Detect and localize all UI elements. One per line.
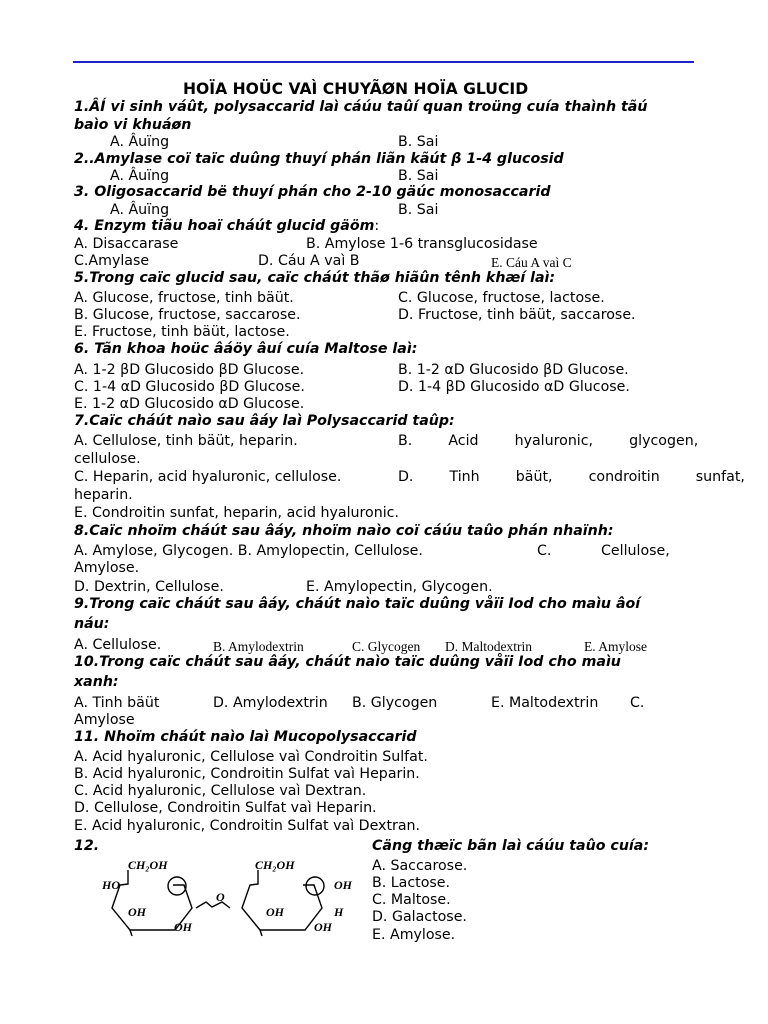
q11-option-a: A. Acid hyaluronic, Cellulose vaì Condroitin Sulfat. [74, 749, 428, 765]
disaccharide-structure [100, 858, 365, 940]
q4-option-c: C.Amylase [74, 253, 150, 269]
q7-option-b-line-1: B. Acid hyaluronic, glycogen, [398, 433, 699, 449]
q5-option-c: C. Glucose, fructose, lactose. [398, 290, 605, 306]
q6-option-b: B. 1-2 αD Glucosido βD Glucose. [398, 362, 629, 378]
label-ch2oh-right: CH₂OH [255, 858, 295, 872]
question-1-line-1: 1.ÂÍ vi sinh váût, polysaccarid laì cáúu taûí quan troüng cuía thaình tãú [74, 99, 648, 115]
label-oh-right: OH [334, 878, 352, 892]
q7-option-d-line-2: heparin. [74, 487, 133, 503]
q5-option-b: B. Glucose, fructose, saccarose. [74, 307, 301, 323]
q10-option-a: A. Tinh bäüt [74, 695, 160, 711]
glycosidic-link [196, 902, 230, 908]
q8-option-d: D. Dextrin, Cellulose. [74, 579, 224, 595]
question-9-line-1: 9.Trong caïc cháút sau âáy, cháút naìo taïc duûng våïi Iod cho maìu âoí [74, 596, 641, 612]
q7-option-a: A. Cellulose, tinh bäüt, heparin. [74, 433, 298, 449]
q6-option-a: A. 1-2 βD Glucosido βD Glucose. [74, 362, 305, 378]
q8-option-c-line-2: Amylose. [74, 560, 140, 576]
label-h: H [334, 905, 344, 919]
q10-option-b: B. Glycogen [352, 695, 438, 711]
page-title: HOÏA HOÜC VAÌ CHUYÃØN HOÏA GLUCID [183, 80, 529, 98]
label-oh-inner-left: OH [128, 905, 146, 919]
q6-option-d: D. 1-4 βD Glucosido αD Glucose. [398, 379, 630, 395]
q3-option-a: A. Âuïng [110, 202, 170, 218]
q12-option-b: B. Lactose. [372, 875, 451, 891]
question-8: 8.Caïc nhoïm cháút sau âáy, nhoïm naìo coï cáúu taûo phán nhaïnh: [74, 523, 614, 539]
q8-option-e: E. Amylopectin, Glycogen. [306, 579, 493, 595]
q5-option-e: E. Fructose, tinh bäüt, lactose. [74, 324, 290, 340]
q6-option-c: C. 1-4 αD Glucosido βD Glucose. [74, 379, 305, 395]
q8-option-ab: A. Amylose, Glycogen. B. Amylopectin, Cellulose. [74, 543, 423, 559]
q2-option-b: B. Sai [398, 168, 439, 184]
label-oh-inner-right: OH [266, 905, 284, 919]
q4-option-b: B. Amylose 1-6 transglucosidase [306, 236, 538, 252]
label-ch2oh-left: CH₂OH [128, 858, 168, 872]
label-ho: HO [102, 878, 120, 892]
question-4-text: 4. Enzym tiãu hoaï cháút glucid gäöm [74, 218, 375, 234]
q5-option-d: D. Fructose, tinh bäüt, saccarose. [398, 307, 636, 323]
q4-option-e: E. Cáu A vaì C [491, 255, 572, 270]
q12-option-a: A. Saccarose. [372, 858, 468, 874]
q7-option-b-line-2: cellulose. [74, 451, 141, 467]
q7-option-d-line-1: D. Tinh bäüt, condroitin sunfat, [398, 469, 745, 485]
question-11: 11. Nhoïm cháút naìo laì Mucopolysaccarid [74, 729, 417, 745]
q11-option-b: B. Acid hyaluronic, Condroitin Sulfat vaì Heparin. [74, 766, 420, 782]
q9-option-c: C. Glycogen [352, 639, 421, 654]
q12-option-e: E. Amylose. [372, 927, 456, 943]
q5-option-a: A. Glucose, fructose, tinh bäüt. [74, 290, 294, 306]
question-12-number: 12. [74, 838, 100, 854]
q7-option-e: E. Condroitin sunfat, heparin, acid hyaluronic. [74, 505, 399, 521]
question-6: 6. Tãn khoa hoüc âáöy âuí cuía Maltose laì: [74, 341, 418, 357]
question-9-line-2: náu: [74, 616, 110, 632]
q11-option-e: E. Acid hyaluronic, Condroitin Sulfat vaì Dextran. [74, 818, 421, 834]
q4-option-d: D. Cáu A vaì B [258, 253, 360, 269]
question-2: 2..Amylase coï taïc duûng thuyí phán liãn kãút β 1-4 glucosid [74, 151, 564, 167]
question-10-line-1: 10.Trong caïc cháút sau âáy, cháút naìo taïc duûng våïi Iod cho maìu [74, 654, 621, 670]
q1-option-b: B. Sai [398, 134, 439, 150]
q10-option-e: E. Maltodextrin [491, 695, 599, 711]
q10-option-d: D. Amylodextrin [213, 695, 328, 711]
q9-option-b: B. Amylodextrin [213, 639, 304, 654]
label-oh-bottom-left: OH [174, 920, 192, 934]
right-ring-bond [260, 930, 262, 936]
q1-option-a: A. Âuïng [110, 134, 170, 150]
left-ring-bond [130, 930, 132, 936]
question-10-line-2: xanh: [74, 674, 119, 690]
q9-option-e: E. Amylose [584, 639, 647, 654]
label-o-link: O [216, 890, 225, 904]
q7-option-c: C. Heparin, acid hyaluronic, cellulose. [74, 469, 342, 485]
q8-option-c-line-1: C. Cellulose, [537, 543, 670, 559]
question-7: 7.Caïc cháút naìo sau âáy laì Polysaccarid taûp: [74, 413, 455, 429]
q9-option-a: A. Cellulose. [74, 637, 162, 653]
q12-option-d: D. Galactose. [372, 909, 467, 925]
q12-option-c: C. Maltose. [372, 892, 451, 908]
question-4-colon: : [374, 218, 380, 234]
left-anomeric-circle [168, 877, 186, 895]
top-rule [73, 61, 694, 63]
q3-option-b: B. Sai [398, 202, 439, 218]
question-12: Cäng thæïc bãn laì cáúu taûo cuía: [372, 838, 650, 854]
q2-option-a: A. Âuïng [110, 168, 170, 184]
q10-option-c-line-2: Amylose [74, 712, 135, 728]
q6-option-e: E. 1-2 αD Glucosido αD Glucose. [74, 396, 305, 412]
q9-option-d: D. Maltodextrin [445, 639, 532, 654]
question-4 [74, 218, 379, 235]
question-3: 3. Oligosaccarid bë thuyí phán cho 2-10 gäúc monosaccarid [74, 184, 551, 200]
label-oh-bottom-right: OH [314, 920, 332, 934]
q4-option-a: A. Disaccarase [74, 236, 179, 252]
q11-option-c: C. Acid hyaluronic, Cellulose vaì Dextran. [74, 783, 367, 799]
question-5: 5.Trong caïc glucid sau, caïc cháút thãø hiãûn tênh khæí laì: [74, 270, 556, 286]
q11-option-d: D. Cellulose, Condroitin Sulfat vaì Heparin. [74, 800, 377, 816]
q10-option-c: C. [630, 695, 645, 711]
question-1-line-2: baìo vi khuáøn [74, 117, 192, 133]
